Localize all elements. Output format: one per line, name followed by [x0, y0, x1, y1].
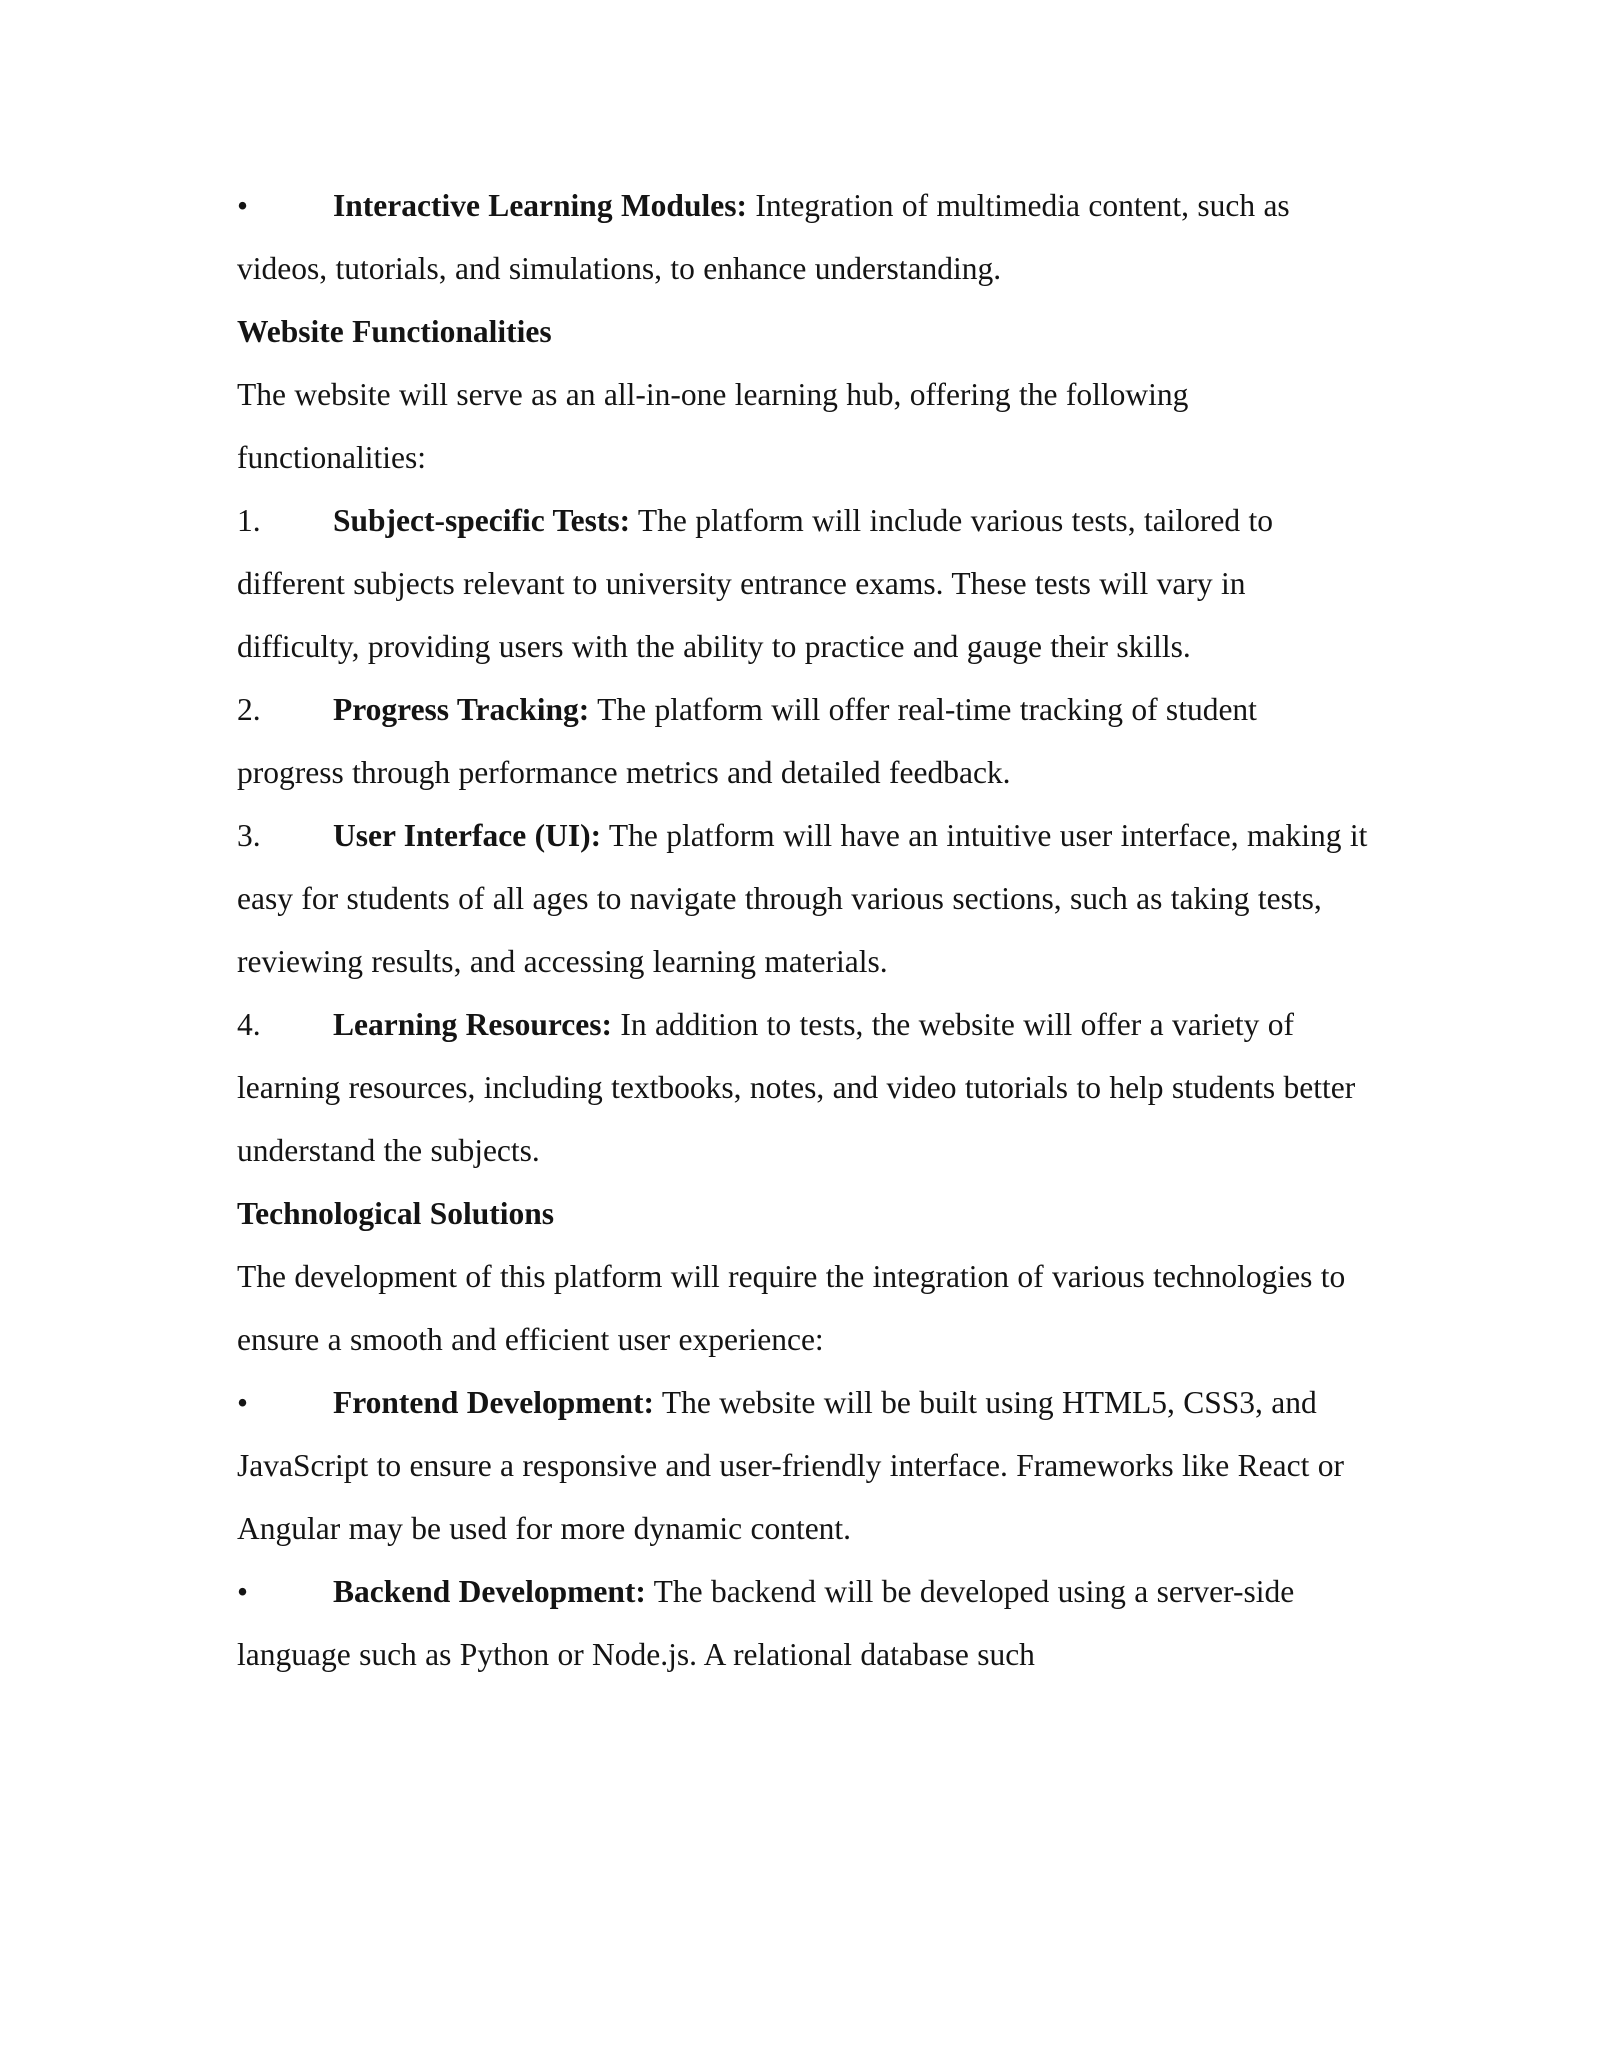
number-marker: 1.: [237, 503, 261, 538]
item-label: Progress Tracking:: [333, 692, 590, 727]
paragraph: The development of this platform will require the integration of various technologies to ensure a smooth and efficient user experience:: [237, 1259, 1346, 1357]
bullet-marker: •: [237, 1385, 249, 1420]
bullet-marker: •: [237, 1574, 249, 1609]
item-label: Frontend Development:: [333, 1385, 655, 1420]
section-heading: Technological Solutions: [237, 1196, 555, 1231]
bullet-list-item: [237, 1560, 1368, 1686]
bullet-marker: •: [237, 188, 249, 223]
document-body: [237, 174, 1368, 1686]
numbered-list-item: [237, 804, 1368, 993]
item-text: Integration of multimedia content, such as videos, tutorials, and simulations, to enhance understanding.: [237, 188, 1290, 286]
item-text: The platform will offer real-time tracking of student progress through performance metrics and detailed feedback.: [237, 692, 1257, 790]
paragraph: The website will serve as an all-in-one learning hub, offering the following functionalities:: [237, 377, 1189, 475]
number-marker: 4.: [237, 1007, 261, 1042]
item-text: The platform will include various tests, tailored to different subjects relevant to university entrance exams. These tests will vary in difficulty, providing users with the ability to practice and gauge their skills.: [237, 503, 1274, 664]
number-marker: 3.: [237, 818, 261, 853]
item-label: Backend Development:: [333, 1574, 646, 1609]
item-text: In addition to tests, the website will offer a variety of learning resources, including textbooks, notes, and video tutorials to help students better understand the subjects.: [237, 1007, 1356, 1168]
number-marker: 2.: [237, 692, 261, 727]
numbered-list-item: [237, 993, 1368, 1182]
section-heading: Website Functionalities: [237, 314, 552, 349]
numbered-list-item: [237, 678, 1368, 804]
item-label: Interactive Learning Modules:: [333, 188, 747, 223]
bullet-list-item: [237, 1371, 1368, 1560]
item-text: The backend will be developed using a server-side language such as Python or Node.js. A relational database such: [237, 1574, 1295, 1672]
bullet-list-item: [237, 174, 1368, 300]
item-text: The website will be built using HTML5, CSS3, and JavaScript to ensure a responsive and user-friendly interface. Frameworks like React or Angular may be used for more dynamic content.: [237, 1385, 1344, 1546]
numbered-list-item: [237, 489, 1368, 678]
item-label: Learning Resources:: [333, 1007, 613, 1042]
item-text: The platform will have an intuitive user interface, making it easy for students of all ages to navigate through various sections, such as taking tests, reviewing results, and accessing learning materials.: [237, 818, 1368, 979]
item-label: User Interface (UI):: [333, 818, 602, 853]
item-label: Subject-specific Tests:: [333, 503, 631, 538]
